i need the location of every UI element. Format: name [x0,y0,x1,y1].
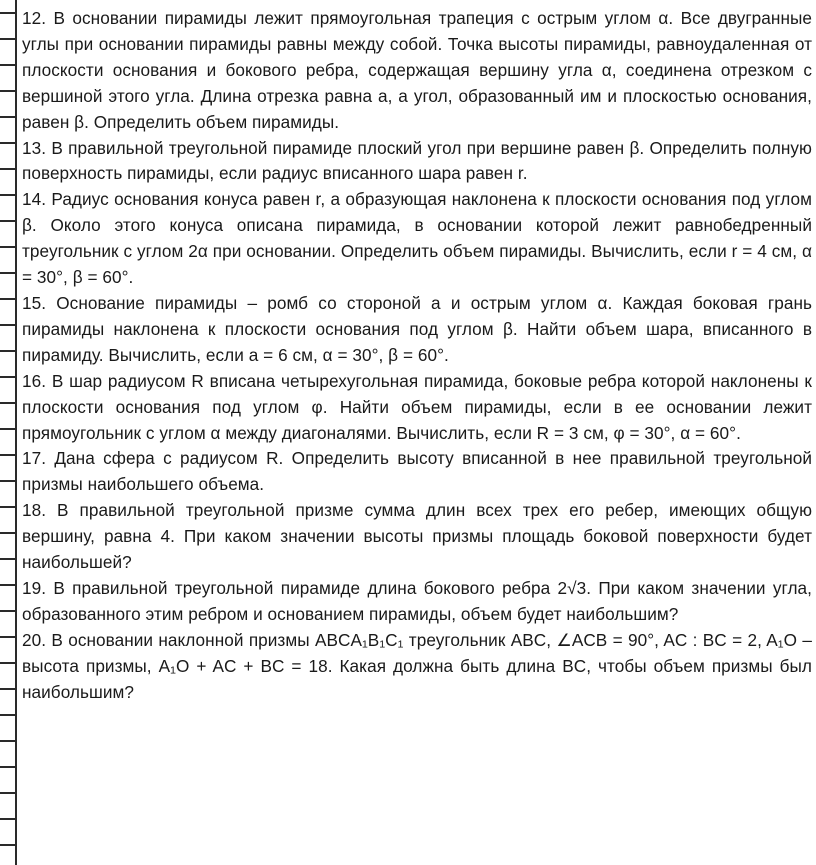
margin-tick [0,298,15,300]
problem-list [22,6,812,705]
problem-13 [22,136,812,188]
margin-tick [0,376,15,378]
margin-tick [0,610,15,612]
margin-tick [0,38,15,40]
problem-number: 20. [22,629,47,650]
problem-20 [22,628,812,706]
margin-tick [0,558,15,560]
margin-tick [0,90,15,92]
margin-tick [0,194,15,196]
margin-tick [0,740,15,742]
margin-tick [0,766,15,768]
margin-tick [0,506,15,508]
margin-tick [0,272,15,274]
margin-tick [0,818,15,820]
margin-tick [0,532,15,534]
problem-18 [22,498,812,576]
problem-number: 12. [22,8,47,28]
problem-text: Радиус основания конуса равен r, а образующая наклонена к плоскости основания под углом β. Около этого конуса описана пирамида, в основании которой лежит равнобедренный треугольник с углом 2α при основании. Определить объем пирамиды. Вычислить, если r = 4 см, α = 30°, β = 60°. [22,189,813,288]
margin-rule [15,0,17,865]
problem-19 [22,576,812,628]
problem-text: Дана сфера с радиусом R. Определить высоту вписанной в нее правильной треугольной призмы наибольшего объема. [22,448,812,495]
problem-number: 17. [22,448,47,469]
problem-number: 13. [22,137,47,158]
problem-14 [22,187,812,291]
margin-tick [0,116,15,118]
margin-tick [0,402,15,404]
margin-tick [0,714,15,716]
margin-tick [0,142,15,144]
problem-number: 16. [22,370,47,391]
margin-tick [0,844,15,846]
problem-text: Основание пирамиды – ромб со стороной a и острым углом α. Каждая боковая грань пирамиды наклонена к плоскости основания под углом β. Найти объем шара, вписанного в пирамиду. Вычислить, если a = 6 см, α = 30°, β = 60°. [22,292,813,365]
problem-number: 19. [22,577,47,598]
margin-tick [0,454,15,456]
margin-tick [0,792,15,794]
margin-tick [0,350,15,352]
problem-number: 15. [22,292,47,313]
margin-tick [0,480,15,482]
margin-tick [0,324,15,326]
problem-number: 14. [22,189,47,210]
problem-16 [22,369,812,447]
margin-tick [0,12,15,14]
problem-number: 18. [22,500,47,521]
margin-tick [0,168,15,170]
margin-tick [0,220,15,222]
margin-tick [0,584,15,586]
problem-text: В правильной треугольной пирамиде плоский угол при вершине равен β. Определить полную поверхность пирамиды, если радиус вписанного шара равен r. [22,137,812,184]
problem-text: В правильной треугольной призме сумма длин всех трех его ребер, имеющих общую вершину, равна 4. При каком значении высоты призмы площадь боковой поверхности будет наибольшей? [22,500,813,573]
problem-15 [22,291,812,369]
problem-text: В правильной треугольной пирамиде длина бокового ребра 2√3. При каком значении угла, образованного этим ребром и основанием пирамиды, объем будет наибольшим? [22,577,812,624]
margin-tick [0,428,15,430]
problem-text: В основании наклонной призмы ABCA₁B₁C₁ треугольник ABC, ∠ACB = 90°, AC : BC = 2, A₁O – высота призмы, A₁O + AC + BC = 18. Какая должна быть длина BC, чтобы объем призмы был наибольшим? [22,629,813,702]
problem-text: В основании пирамиды лежит прямоугольная трапеция с острым углом α. Все двугранные углы при основании пирамиды равны между собой. Точка высоты пирамиды, равноудаленная от плоскости основания и бокового ребра, содержащая вершину угла α, соединена отрезком с вершиной этого угла. Длина отрезка равна a, а угол, образованный им и плоскостью основания, равен β. Определить объем пирамиды. [22,8,812,132]
problem-12 [22,6,812,136]
margin-tick [0,246,15,248]
problem-17 [22,446,812,498]
margin-tick [0,662,15,664]
margin-tick [0,636,15,638]
problem-text: В шар радиусом R вписана четырехугольная пирамида, боковые ребра которой наклонены к плоскости основания под углом φ. Найти объем пирамиды, если в ее основании лежит прямоугольник с углом α между диагоналями. Вычислить, если R = 3 см, φ = 30°, α = 60°. [22,370,813,443]
margin-tick [0,688,15,690]
margin-tick [0,64,15,66]
